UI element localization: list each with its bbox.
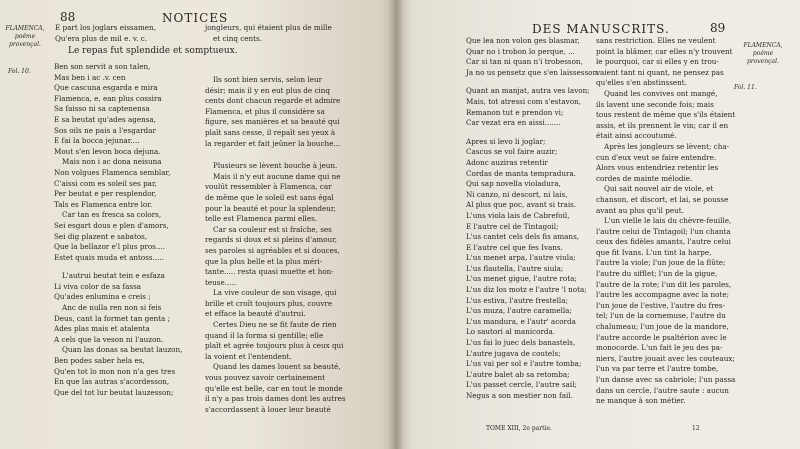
- verse-line: Anc de nulla ren non si feis: [62, 303, 162, 313]
- prose-line: figure, ses manières et sa beauté qui: [205, 117, 340, 127]
- verse-line: Per beutat e per resplendor,: [54, 189, 157, 199]
- prose-line: Qui sait nouvel air de viole, et: [604, 184, 714, 194]
- verse-line: Qu'ades enlumina e creis ;: [54, 292, 151, 302]
- paragraph-gap: [205, 149, 346, 161]
- verse-line: Li viva color de sa fassa: [54, 281, 142, 291]
- verse-line: Estet quais muda et antoss.....: [54, 252, 165, 262]
- left-margin-note: [3, 25, 47, 49]
- verse-line: E fai la bocca jejunar....: [54, 136, 140, 146]
- verse-line: E part los joglars eissamen,: [55, 23, 156, 32]
- left-top-french: [205, 23, 332, 44]
- prose-line: cordes de mainte mélodie.: [596, 173, 693, 183]
- prose-line: de même que le soleil est sans égal: [205, 192, 334, 202]
- prose-line: vous pouvez savoir certainement: [205, 373, 325, 383]
- verse-line: Ades plas mais et atalenta: [54, 324, 150, 334]
- right-french-column: [596, 36, 735, 407]
- margin-note-line: provençal.: [9, 41, 41, 48]
- prose-line: Ils sont bien servis, selon leur: [213, 75, 323, 84]
- margin-note-line: provençal.: [747, 58, 779, 65]
- right-folio: Fol. 11.: [734, 84, 757, 91]
- prose-line: ceux des fidèles amants, l'autre celui: [596, 237, 731, 247]
- right-margin-note: [736, 42, 790, 66]
- right-provencal-column: [466, 36, 599, 402]
- verse-line: Sa faisso ni sa captenensa: [54, 104, 150, 114]
- prose-line: il n'y a pas trois dames dont les autres: [205, 394, 346, 404]
- verse-line: Quan las donas sa beutat lauzon,: [62, 345, 183, 355]
- verse-line: L'us mandura, e l'autr' acorda: [466, 316, 576, 326]
- verse-line: Al plus que poc, avant si trais.: [466, 200, 577, 210]
- verse-line: Mais non i ac dona neisuna: [62, 157, 162, 167]
- right-running-head: DES MANUSCRITS.: [532, 22, 670, 36]
- signature-number: 12: [692, 425, 700, 432]
- prose-line: ne manque à son métier.: [596, 396, 686, 406]
- signature-mark: TOME XIII, 2e partie.: [486, 425, 552, 432]
- prose-line: et cinq cents.: [213, 33, 263, 43]
- left-page-number: 88: [60, 10, 76, 24]
- verse-line: En que las autras s'acordesson,: [54, 377, 170, 387]
- prose-line: qu'elles s'en abstinssent.: [596, 78, 687, 88]
- prose-line: plaît et agrée toujours plus à ceux qui: [205, 341, 344, 351]
- prose-line: la voient et l'entendent.: [205, 351, 292, 361]
- right-page-number: 89: [710, 21, 726, 35]
- prose-line: tel; l'un de la cornemuse, l'autre du: [596, 311, 726, 321]
- verse-line: Sei esgart dous e plen d'amors,: [54, 220, 169, 230]
- left-folio: Fol. 10.: [8, 68, 31, 75]
- verse-line: Car si tan ni quan n'i trobesson,: [466, 57, 583, 67]
- verse-line: L'autre jugava de coutels;: [466, 348, 561, 358]
- verse-line: Qui sap novella violadura,: [466, 179, 561, 189]
- prose-line: Alors vous entendriez retentir les: [596, 163, 719, 173]
- verse-line: Sei dig plazent e sabatos,: [54, 231, 148, 241]
- verse-line: Sos oils ne pais a l'esgardar: [54, 125, 156, 135]
- prose-line: brille et croît toujours plus, couvre: [205, 298, 333, 308]
- verse-line: L'us menet gigue, l'autre rota;: [466, 274, 577, 284]
- verse-line: L'us menet arpa, l'autre viula;: [466, 253, 576, 263]
- verse-line: Deus, cant la formet tan genta ;: [54, 313, 171, 323]
- prose-line: ses paroles si agréables et si douces,: [205, 245, 340, 255]
- verse-line: L'us diz los motz e l'autre 'l nota;: [466, 285, 587, 295]
- verse-line: Que cascuna esgarda e mira: [54, 83, 158, 93]
- verse-line: L'us flautella, l'autre siula;: [466, 263, 564, 273]
- verse-line: Que lea non volon ges blasmar,: [466, 36, 580, 45]
- prose-line: assis, et ils prennent le vin; car il en: [596, 120, 729, 130]
- prose-line: Certes Dieu ne se fit faute de rien: [213, 320, 337, 330]
- verse-line: L'us fai lo juec dels banastels,: [466, 338, 576, 348]
- section-heading: Le repas fut splendide et somptueux.: [68, 46, 238, 56]
- verse-line: Qu'era plus de mil e. v. c.: [55, 33, 148, 43]
- verse-line: L'us muza, l'autre caramella;: [466, 306, 572, 316]
- verse-line: L'us vai per sol e l'autre tomba;: [466, 359, 582, 369]
- left-provencal-column: [54, 62, 182, 398]
- left-page: [0, 0, 396, 449]
- verse-line: Cordas de manta tempradura.: [466, 168, 576, 178]
- prose-line: était ainsi accoutumé.: [596, 131, 677, 141]
- verse-line: L'uns viola lais de Cabrefoil,: [466, 210, 570, 220]
- verse-line: E l'autre cel de Tintagoil;: [466, 221, 559, 231]
- prose-line: Après les jongleurs se lèvent; cha-: [604, 141, 730, 151]
- prose-line: le pourquoi, car si elles y en trou-: [596, 57, 719, 67]
- verse-line: L'autrui beutat tein e esfaza: [62, 271, 165, 281]
- stanza-gap: [466, 78, 599, 86]
- prose-line: La vive couleur de son visage, qui: [213, 288, 337, 298]
- verse-line: Non volgues Flamenca semblar,: [54, 167, 171, 177]
- verse-line: Ni canzo, ni descort, ni lais,: [466, 189, 568, 199]
- stanza-gap: [54, 263, 182, 271]
- verse-line: Ben son servit a son talen,: [54, 62, 151, 71]
- right-page: [396, 0, 800, 449]
- prose-line: l'autre accorde le psaltérion avec le: [596, 332, 727, 342]
- stanza-gap: [466, 129, 599, 137]
- prose-line: Flamenca, et plus il considère sa: [205, 106, 325, 116]
- prose-line: voulût ressembler à Flamenca, car: [205, 182, 332, 192]
- margin-note-line: FLAMENCA,: [743, 42, 783, 49]
- verse-line: Quar no i trobon lo perque, ...: [466, 46, 575, 56]
- verse-line: Negus a son mestier non fail.: [466, 391, 573, 400]
- prose-line: pour la beauté et pour la splendeur,: [205, 203, 336, 213]
- prose-line: chanson, et discort, et lai, se pousse: [596, 194, 729, 204]
- prose-line: L'un vielle le lais du chèvre-feuille,: [604, 216, 732, 226]
- prose-line: la regarder et fait jeûner la bouche...: [205, 138, 341, 148]
- verse-line: Car tan es fresca sa colors,: [62, 210, 162, 220]
- margin-note-line: poëme: [752, 50, 774, 57]
- left-french-column: [205, 75, 346, 415]
- prose-line: vaient tant ni quant, ne pensez pas: [596, 67, 724, 77]
- verse-line: L'autre balet ab sa retomba;: [466, 369, 570, 379]
- left-running-head: NOTICES: [162, 11, 229, 25]
- verse-line: Flamenca, e, ean plus cossira: [54, 93, 162, 103]
- prose-line: s'accordassent à louer leur beauté: [205, 404, 331, 414]
- prose-line: monocorde. L'un fait le jeu des pa-: [596, 343, 723, 353]
- prose-line: et efface la beauté d'autrui.: [205, 309, 306, 319]
- prose-line: qu'elle est belle, car en tout le monde: [205, 383, 343, 393]
- prose-line: Quand les dames louent sa beauté,: [213, 362, 341, 372]
- prose-line: ils lavent une seconde fois; mais: [596, 99, 714, 109]
- prose-line: cents dont chacun regarde et admire: [205, 96, 341, 106]
- prose-line: l'autre la viole; l'un joue de la flûte;: [596, 258, 726, 268]
- prose-line: avant au plus qu'il peut.: [596, 205, 684, 215]
- prose-line: point la blâmer, car elles n'y trouvent: [596, 46, 733, 56]
- verse-line: Cascus se vol faire auzir;: [466, 147, 558, 157]
- verse-line: E l'autre cel que fes Ivans.: [466, 242, 563, 252]
- prose-line: teuse.....: [205, 277, 237, 287]
- prose-line: quand il la forma si gentille; elle: [205, 330, 324, 340]
- verse-line: Tals es Flamenca entre lor.: [54, 199, 153, 209]
- prose-line: l'autre de la rote; l'un dit les paroles,: [596, 279, 732, 289]
- margin-note-line: FLAMENCA,: [5, 25, 45, 32]
- verse-line: E sa beutat qu'ades agensa,: [54, 114, 156, 124]
- prose-line: tous restent de même que s'ils étaient: [596, 110, 736, 120]
- verse-line: Quant an manjat, autra ves lavon;: [466, 86, 590, 96]
- prose-line: regards si doux et si pleins d'amour,: [205, 235, 338, 245]
- verse-line: Apres si levo li joglar;: [466, 136, 546, 146]
- verse-line: Que la bellazor e'l plus pros....: [54, 242, 166, 252]
- verse-line: Mout s'en levon boca dejuna.: [54, 146, 161, 156]
- prose-line: jongleurs, qui étaient plus de mille: [205, 23, 332, 32]
- verse-line: Car vezat era en aissi.......: [466, 118, 561, 128]
- verse-line: A cels que la veson ni l'auzon.: [54, 334, 164, 344]
- prose-line: Mais il n'y eut aucune dame qui ne: [213, 171, 341, 181]
- prose-line: que la plus belle et la plus méri-: [205, 256, 323, 266]
- verse-line: Ben podes saber hela es,: [54, 356, 145, 366]
- prose-line: l'un joue de l'estive, l'autre du fres-: [596, 300, 725, 310]
- book-gutter: [388, 0, 404, 449]
- prose-line: plaît sans cesse, il repaît ses yeux à: [205, 127, 336, 137]
- prose-line: dans un cercle, l'autre saute : aucun: [596, 385, 729, 395]
- verse-line: Qu'en tot lo mon non n'a ges tres: [54, 366, 176, 376]
- prose-line: l'un va par terre et l'autre tombe,: [596, 364, 719, 374]
- verse-line: L'us cantet cels dels fis amans,: [466, 232, 580, 242]
- verse-line: C'aissi com es soleil ses par,: [54, 178, 157, 188]
- prose-line: niers, l'autre jouait avec les couteaux;: [596, 353, 735, 363]
- prose-line: Quand les convives ont mangé,: [604, 88, 718, 98]
- verse-line: Que del tot lur beutat lauzesson;: [54, 387, 174, 397]
- prose-line: l'autre les accompagne avec la note;: [596, 290, 730, 300]
- prose-line: chalumeau; l'un joue de la mandore,: [596, 322, 729, 332]
- prose-line: cun d'eux veut se faire entendre.: [596, 152, 717, 162]
- prose-line: Plusieurs se lèvent bouche à jeun.: [213, 161, 338, 171]
- prose-line: Car sa couleur est si fraîche, ses: [213, 224, 332, 234]
- verse-line: Mais, tot atressi com s'estavon,: [466, 96, 581, 106]
- verse-line: L'us passet cercle, l'autre sail;: [466, 380, 577, 390]
- left-top-provencal: [55, 23, 156, 44]
- prose-line: désir; mais il y en eut plus de cinq: [205, 85, 331, 95]
- verse-line: Ja no us pensetz que s'en laissesson.: [466, 67, 600, 77]
- verse-line: Lo sautori al manicorda.: [466, 327, 556, 337]
- prose-line: que fit Ivans. L'un tint la harpe,: [596, 247, 712, 257]
- prose-line: telle est Flamenca parmi elles.: [205, 214, 318, 224]
- margin-note-line: poëme: [14, 33, 36, 40]
- prose-line: sans restriction. Elles ne veulent: [596, 36, 716, 45]
- verse-line: Adonc auziras retentir: [466, 157, 548, 167]
- prose-line: l'un danse avec sa cabriole; l'un passa: [596, 375, 736, 384]
- verse-line: L'us estiva, l'autre frestella;: [466, 295, 568, 305]
- verse-line: Mas ben i ac .v. cen: [54, 72, 126, 82]
- verse-line: Remanon tut e prendon vi;: [466, 107, 564, 117]
- prose-line: l'autre celui de Tintagoil; l'un chanta: [596, 226, 731, 236]
- prose-line: l'autre du sifflet; l'un de la gigue,: [596, 269, 718, 279]
- prose-line: tante..... resta quasi muette et hon-: [205, 267, 334, 277]
